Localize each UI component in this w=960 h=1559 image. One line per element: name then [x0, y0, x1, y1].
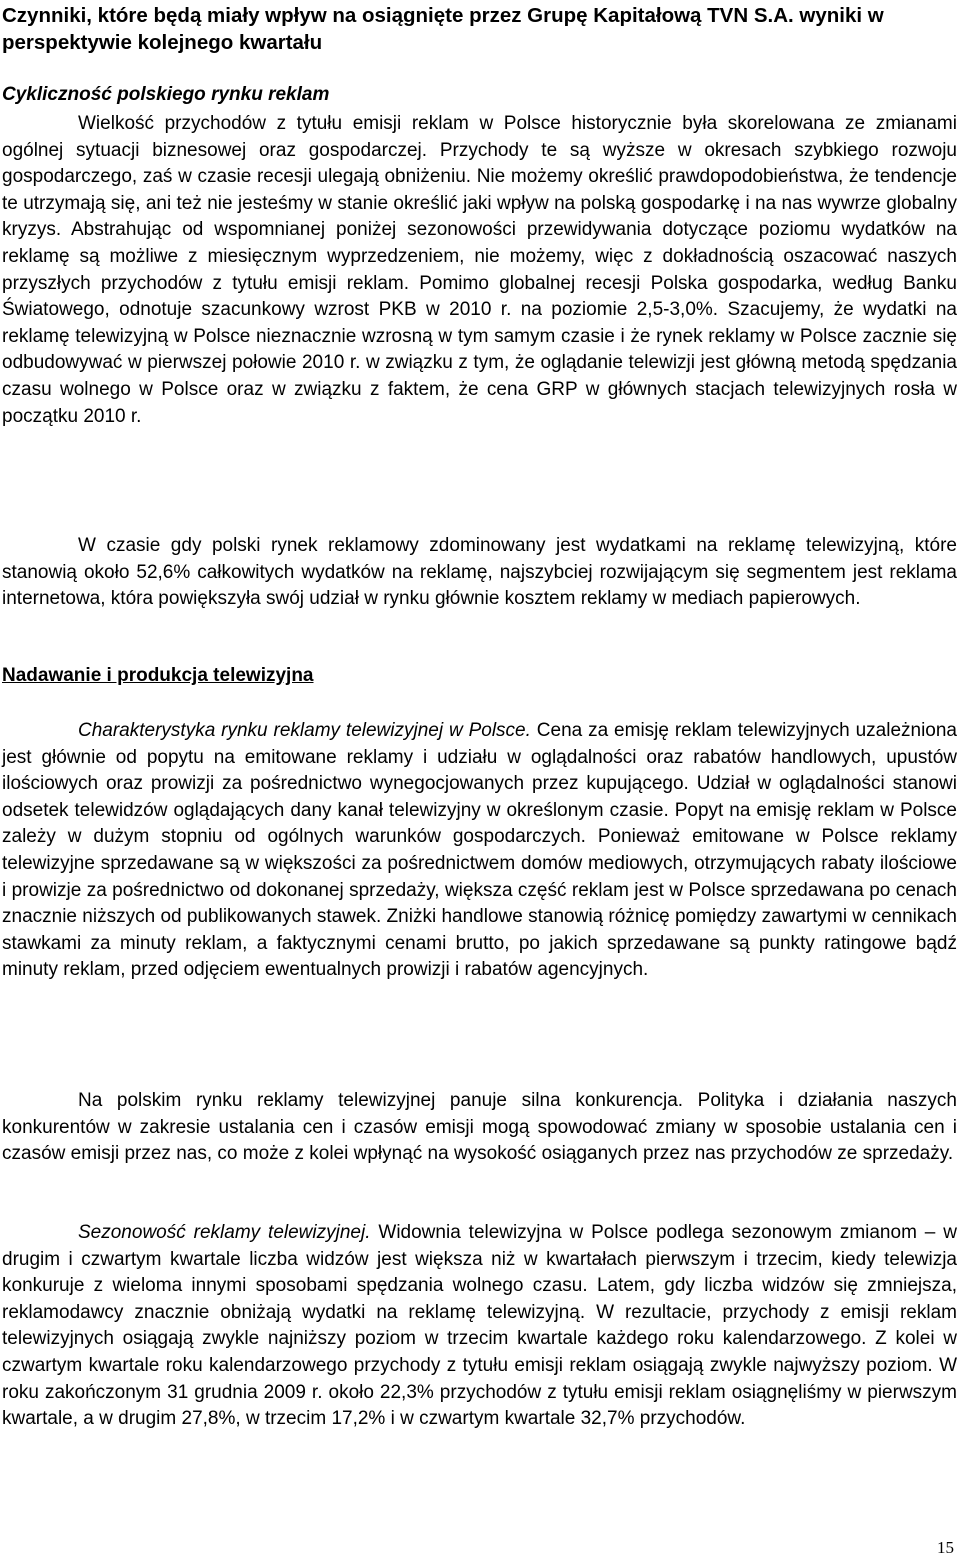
- document-title: Czynniki, które będą miały wpływ na osiągnięte przez Grupę Kapitałową TVN S.A. wyniki w perspektywie kolejnego kwartału: [2, 4, 884, 54]
- page-number: 15: [937, 1538, 954, 1557]
- paragraph-seasonality-lead: Sezonowość reklamy telewizyjnej.: [78, 1222, 371, 1243]
- paragraph-seasonality: [2, 1220, 957, 1433]
- paragraph-tv-ad-market-lead: Charakterystyka rynku reklamy telewizyjnej w Polsce.: [78, 720, 531, 741]
- paragraph-market-share: W czasie gdy polski rynek reklamowy zdominowany jest wydatkami na reklamę telewizyjną, które stanowią około 52,6% całkowitych wydatków na reklamę, najszybciej rozwijającym się segmentem jest reklama internetowa, która powiększyła swój udział w rynku głównie kosztem reklamy w mediach papierowych.: [2, 535, 957, 610]
- paragraph-cyclicality: Wielkość przychodów z tytułu emisji reklam w Polsce historycznie była skorelowana ze zmianami ogólnej sytuacji biznesowej oraz gospodarczej. Przychody te są wyższe w okresach szybkiego rozwoju gospodarczego, zaś w czasie recesji ulegają obniżeniu. Nie możemy określić prawdopodobieństwa, że tendencje te utrzymają się, ani też nie jesteśmy w stanie określić jaki wpływ na polską gospodarkę i na nas wywrze globalny kryzys. Abstrahując od wspomnianej poniżej sezonowości przewidywania dotyczące poziomu wydatków na reklamę są możliwe z miesięcznym wyprzedzeniem, nie możemy, więc z dokładnością oszacować naszych przyszłych przychodów z tytułu emisji reklam. Pomimo globalnej recesji Polska gospodarka, według Banku Światowego, odnotuje szacunkowy wzrost PKB w 2010 r. na poziomie 2,5-3,0%. Szacujemy, że wydatki na reklamę telewizyjną w Polsce nieznacznie wzrosną w tym samym czasie i że rynek reklamy w Polsce zacznie się odbudowywać w pierwszej połowie 2010 r. w związku z tym, że oglądanie telewizji jest główną metodą spędzania czasu wolnego w Polsce oraz w związku z faktem, że cena GRP w głównych stacjach telewizyjnych rosła w początku 2010 r.: [2, 113, 957, 427]
- paragraph-seasonality-body: Widownia telewizyjna w Polsce podlega sezonowym zmianom – w drugim i czwartym kwartale liczba widzów jest większa niż w kwartałach pierwszym i trzecim, kiedy telewizja konkuruje z wieloma innymi sposobami spędzania wolnego czasu. Latem, gdy liczba widzów się zmniejsza, reklamodawcy znacznie obniżają wydatki na reklamę telewizyjną. W rezultacie, przychody z emisji reklam telewizyjnych osiągają zwykle najniższy poziom w trzecim kwartale każdego roku kalendarzowego. Z kolei w czwartym kwartale roku kalendarzowego przychody z tytułu emisji reklam osiągają zwykle najwyższy poziom. W roku zakończonym 31 grudnia 2009 r. około 22,3% przychodów z tytułu emisji reklam osiągnęliśmy w pierwszym kwartale, a w drugim 27,8%, w trzecim 17,2% i w czwartym kwartale 32,7% przychodów.: [2, 1222, 957, 1430]
- paragraph-competition: Na polskim rynku reklamy telewizyjnej panuje silna konkurencja. Polityka i działania naszych konkurentów w zakresie ustalania cen i czasów emisji mogą spowodować zmiany w sposobie ustalania cen i czasów emisji przez nas, co może z kolei wpłynąć na wysokość osiąganych przez nas przychodów ze sprzedaży.: [2, 1090, 957, 1165]
- subsection-title-cyclicality: Cykliczność polskiego rynku reklam: [2, 84, 330, 105]
- paragraph-tv-ad-market-body: Cena za emisję reklam telewizyjnych uzależniona jest głównie od popytu na emitowane reklamy i udziału w oglądalności oraz rabatów handlowych, upustów ilościowych oraz prowizji za pośrednictwo wynegocjowanych przez kupującego. Udział w oglądalności stanowi odsetek telewidzów oglądających dany kanał telewizyjny w określonym czasie. Popyt na emisję reklam w Polsce zależy w dużym stopniu od ogólnych warunków gospodarczych. Ponieważ emitowane w Polsce reklamy telewizyjne sprzedawane są w większości za pośrednictwem domów mediowych, otrzymujących rabaty ilościowe i prowizje za pośrednictwo od dokonanej sprzedaży, większa część reklam jest w Polsce sprzedawana po cenach znacznie niższych od publikowanych stawek. Zniżki handlowe stanowią różnicę pomiędzy zawartymi w cennikach stawkami za minuty reklam, a faktycznymi cenami brutto, po jakich sprzedawane są punkty ratingowe bądź minuty reklam, przed odjęciem ewentualnych prowizji i rabatów agencyjnych.: [2, 720, 957, 981]
- section-title-broadcasting: Nadawanie i produkcja telewizyjna: [2, 665, 314, 686]
- paragraph-tv-ad-market: [2, 718, 957, 984]
